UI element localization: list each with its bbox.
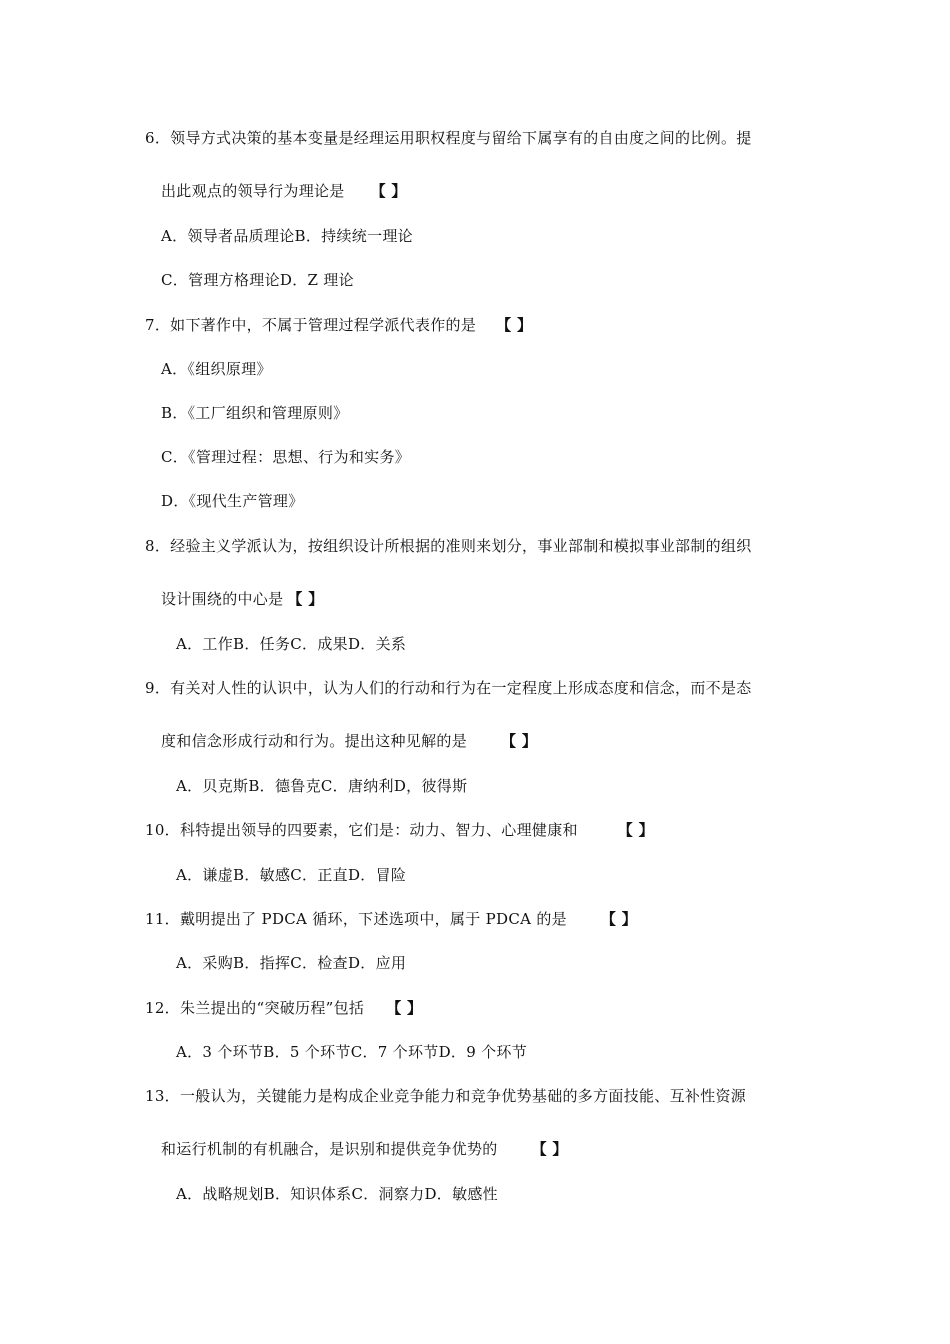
question-6-option-c: C．管理方格理论 (161, 271, 280, 289)
question-12-option-a: A．3 个环节 (176, 1043, 264, 1061)
question-10-option-a: A．谦虚 (176, 866, 234, 884)
question-8-answer-bracket: 【 】 (287, 590, 324, 608)
question-11-line-1 (145, 909, 637, 929)
question-10-options-row (176, 865, 406, 885)
question-9-option-c: C．唐纳利 (320, 777, 394, 795)
question-11-option-c: C．检查 (290, 954, 348, 972)
question-8-option-c: C．成果 (290, 635, 348, 653)
question-6-option-a: A．领导者品质理论 (161, 227, 295, 245)
question-8-line-1: 8．经验主义学派认为，按组织设计所根据的准则来划分，事业部制和模拟事业部制的组织 (145, 537, 752, 555)
question-8-line-2 (161, 589, 324, 609)
question-10-option-d: D．冒险 (347, 866, 407, 884)
question-10-stem: 10．科特提出领导的四要素，它们是：动力、智力、心理健康和 (145, 821, 578, 839)
question-11-option-a: A．采购 (176, 954, 234, 972)
question-10-option-c: C．正直 (290, 866, 348, 884)
question-6-options-row-2 (161, 270, 354, 290)
question-9-option-b: B．德鲁克 (248, 777, 321, 795)
question-7-stem: 7．如下著作中，不属于管理过程学派代表作的是 (145, 316, 477, 334)
question-12-stem: 12．朱兰提出的“突破历程”包括 (145, 999, 365, 1017)
question-6-option-d: D．Z 理论 (279, 271, 354, 289)
question-7-answer-bracket: 【 】 (496, 316, 533, 334)
question-11-stem: 11．戴明提出了 PDCA 循环，下述选项中，属于 PDCA 的是 (145, 910, 567, 928)
question-8-option-a: A．工作 (176, 635, 234, 653)
question-13-option-c: C．洞察力 (351, 1185, 425, 1203)
question-6-line-1: 6．领导方式决策的基本变量是经理运用职权程度与留给下属享有的自由度之间的比例。提 (145, 129, 752, 147)
question-10-answer-bracket: 【 】 (617, 821, 654, 839)
question-7-option-a: A．《组织原理》 (161, 360, 272, 378)
question-7-option-d: D．《现代生产管理》 (161, 492, 304, 510)
question-13-stem-end: 和运行机制的有机融合，是识别和提供竞争优势的 (161, 1140, 498, 1158)
question-13-line-2 (161, 1139, 568, 1159)
question-12-answer-bracket: 【 】 (386, 999, 423, 1017)
question-12-options-row (176, 1042, 527, 1062)
question-9-line-2 (161, 731, 537, 751)
question-9-line-1: 9．有关对人性的认识中，认为人们的行动和行为在一定程度上形成态度和信念，而不是态 (145, 679, 752, 697)
question-6-options-row-1 (161, 226, 413, 246)
question-7-line-1 (145, 315, 532, 335)
question-9-option-d: D，彼得斯 (393, 777, 468, 795)
question-12-option-c: C．7 个环节 (350, 1043, 439, 1061)
question-13-answer-bracket: 【 】 (531, 1140, 568, 1158)
question-13-option-a: A．战略规划 (176, 1185, 264, 1203)
question-8-options-row (176, 634, 406, 654)
question-10-line-1 (145, 820, 654, 840)
question-9-option-a: A．贝克斯 (176, 777, 249, 795)
question-6-option-b: B．持续统一理论 (294, 227, 413, 245)
question-11-answer-bracket: 【 】 (600, 910, 638, 928)
question-9-stem-end: 度和信念形成行动和行为。提出这种见解的是 (161, 732, 468, 750)
question-8-option-b: B．任务 (233, 635, 291, 653)
question-9-answer-bracket: 【 】 (501, 732, 538, 750)
question-12-option-d: D．9 个环节 (438, 1043, 528, 1061)
question-11-options-row (176, 953, 406, 973)
question-12-line-1 (145, 998, 422, 1018)
question-8-option-d: D．关系 (347, 635, 407, 653)
question-7-option-c: C．《管理过程：思想、行为和实务》 (161, 448, 411, 466)
question-13-line-1: 13．一般认为，关键能力是构成企业竞争能力和竞争优势基础的多方面技能、互补性资源 (145, 1087, 747, 1105)
question-11-option-d: D．应用 (347, 954, 407, 972)
question-7-option-b: B．《工厂组织和管理原则》 (161, 404, 349, 422)
question-8-stem-end: 设计围绕的中心是 (161, 590, 284, 608)
question-11-option-b: B．指挥 (233, 954, 291, 972)
question-13-options-row (176, 1184, 498, 1204)
question-13-option-b: B．知识体系 (263, 1185, 352, 1203)
question-6-stem-end: 出此观点的领导行为理论是 (161, 182, 345, 200)
question-6-line-2 (161, 181, 407, 201)
question-13-option-d: D．敏感性 (424, 1185, 498, 1203)
question-10-option-b: B．敏感 (233, 866, 291, 884)
question-9-options-row (176, 776, 467, 796)
question-6-answer-bracket: 【 】 (370, 182, 407, 200)
question-12-option-b: B．5 个环节 (263, 1043, 351, 1061)
